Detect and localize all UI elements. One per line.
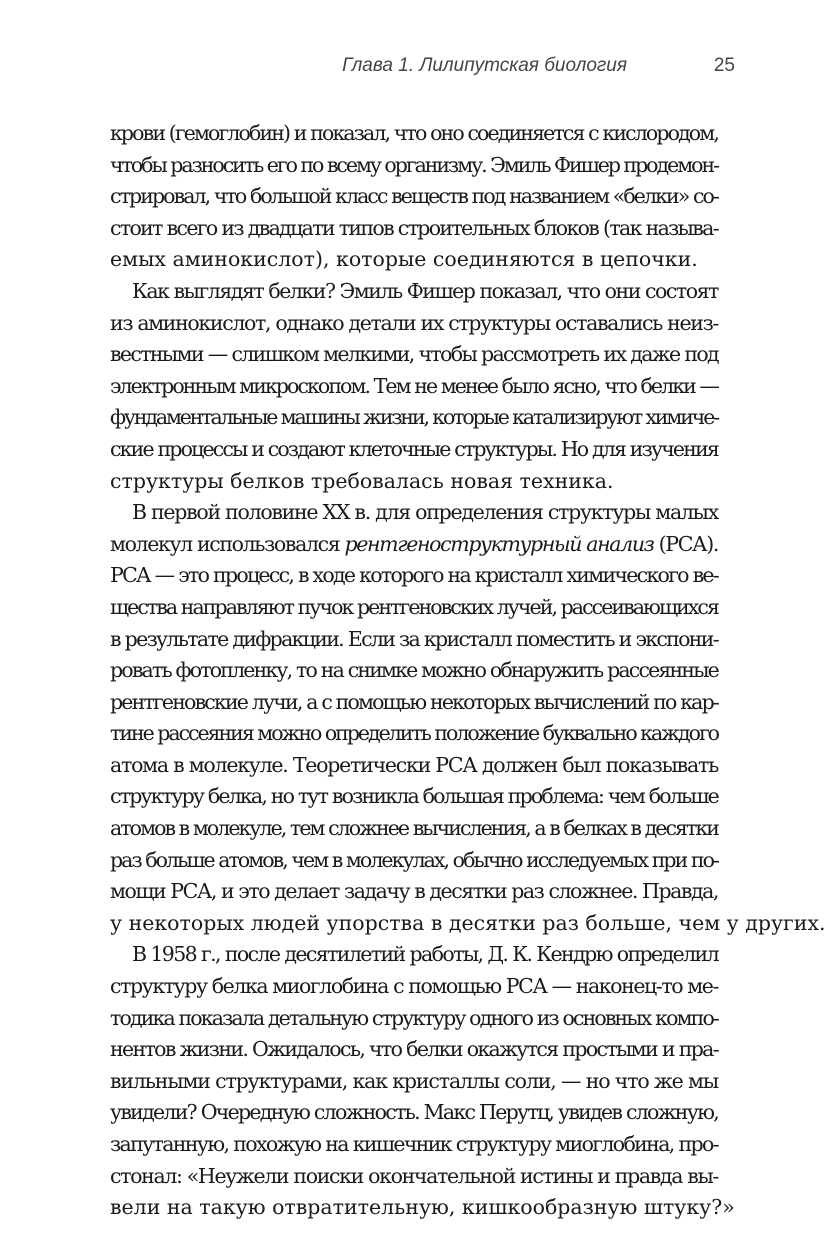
text-line: атома в молекуле. Теоретически РСА должен был показывать bbox=[110, 752, 718, 777]
text-line: щества направляют пучок рентгеновских лучей, рассеивающихся bbox=[110, 594, 718, 619]
text-line: крови (гемоглобин) и показал, что оно соединяется с кислородом, bbox=[110, 121, 718, 145]
text-line: нентов жизни. Ожидалось, что белки окажутся простыми и пра- bbox=[110, 1037, 718, 1062]
text-line: В первой половине XX в. для определения структуры малых bbox=[132, 500, 718, 525]
text-line: вестными — слишком мелкими, чтобы рассмотреть их даже под bbox=[110, 342, 718, 367]
text-line: тине рассеяния можно определить положение буквально каждого bbox=[110, 721, 718, 746]
text-line: фундаментальные машины жизни, которые катализируют химиче- bbox=[110, 405, 718, 430]
page-number: 25 bbox=[713, 55, 735, 76]
text-line: стоит всего из двадцати типов строительных блоков (так называ- bbox=[110, 215, 718, 240]
text-line: стонал: «Неужели поиски окончательной истины и правда вы- bbox=[110, 1163, 718, 1188]
text-line: атомов в молекуле, тем сложнее вычисления, а в белках в десятки bbox=[110, 816, 718, 841]
text-line: структуру белка миоглобина с помощью РСА — наконец-то ме- bbox=[110, 974, 718, 999]
running-header bbox=[110, 55, 735, 79]
text-line: ские процессы и создают клеточные структуры. Но для изучения bbox=[110, 436, 718, 461]
text-line: запутанную, похожую на кишечник структуру миоглобина, про- bbox=[110, 1132, 718, 1156]
paragraph-4 bbox=[110, 939, 735, 1223]
text-line bbox=[110, 529, 718, 561]
text-line: вильными структурами, как кристаллы соли, — но что же мы bbox=[110, 1068, 718, 1093]
text-line: из аминокислот, однако детали их структуры оставались неиз- bbox=[110, 310, 718, 335]
text-fragment: (РСА). bbox=[653, 531, 718, 556]
text-line: раз больше атомов, чем в молекулах, обычно исследуемых при по- bbox=[110, 847, 718, 872]
text-line: чтобы разносить его по всему организму. Эмиль Фишер продемон- bbox=[110, 152, 718, 177]
text-line: мощи РСА, и это делает задачу в десятки раз сложнее. Правда, bbox=[110, 879, 718, 904]
text-line: В 1958 г., после десятилетий работы, Д. К. Кендрю определил bbox=[132, 942, 718, 967]
text-line: емых аминокислот), которые соединяются в цепочки. bbox=[110, 247, 698, 272]
text-line: тодика показала детальную структуру одного из основных компо- bbox=[110, 1005, 718, 1030]
paragraph-2 bbox=[110, 276, 718, 497]
text-line: стрировал, что большой класс веществ под названием «белки» со- bbox=[110, 184, 718, 209]
paragraph-3 bbox=[110, 497, 826, 939]
text-line: ровать фотопленку, то на снимке можно обнаружить рассеянные bbox=[110, 658, 718, 683]
text-line: в результате дифракции. Если за кристалл поместить и экспони- bbox=[110, 626, 718, 651]
text-line: у некоторых людей упорства в десятки раз больше, чем у других. bbox=[110, 910, 826, 935]
text-line: вели на такую отвратительную, кишкообразную штуку?» bbox=[110, 1195, 735, 1220]
text-line: увидели? Очередную сложность. Макс Перутц, увидев сложную, bbox=[110, 1100, 718, 1125]
text-line: РСА — это процесс, в ходе которого на кристалл химического ве- bbox=[110, 563, 718, 588]
body-text bbox=[110, 118, 826, 1224]
text-line: рентгеновские лучи, а с помощью некоторых вычислений по кар- bbox=[110, 689, 718, 714]
text-line: Как выглядят белки? Эмиль Фишер показал, что они состоят bbox=[132, 278, 718, 303]
text-line: структуры белков требовалась новая техника. bbox=[110, 468, 614, 493]
text-line: структуру белка, но тут возникла большая проблема: чем больше bbox=[110, 784, 718, 809]
text-line: электронным микроскопом. Тем не менее было ясно, что белки — bbox=[110, 373, 718, 398]
chapter-title: Глава 1. Лилипутская биология bbox=[342, 55, 627, 76]
text-fragment: молекул использовался bbox=[110, 531, 345, 556]
italic-term: рентгеноструктурный анализ bbox=[344, 531, 654, 556]
paragraph-1 bbox=[110, 118, 718, 276]
